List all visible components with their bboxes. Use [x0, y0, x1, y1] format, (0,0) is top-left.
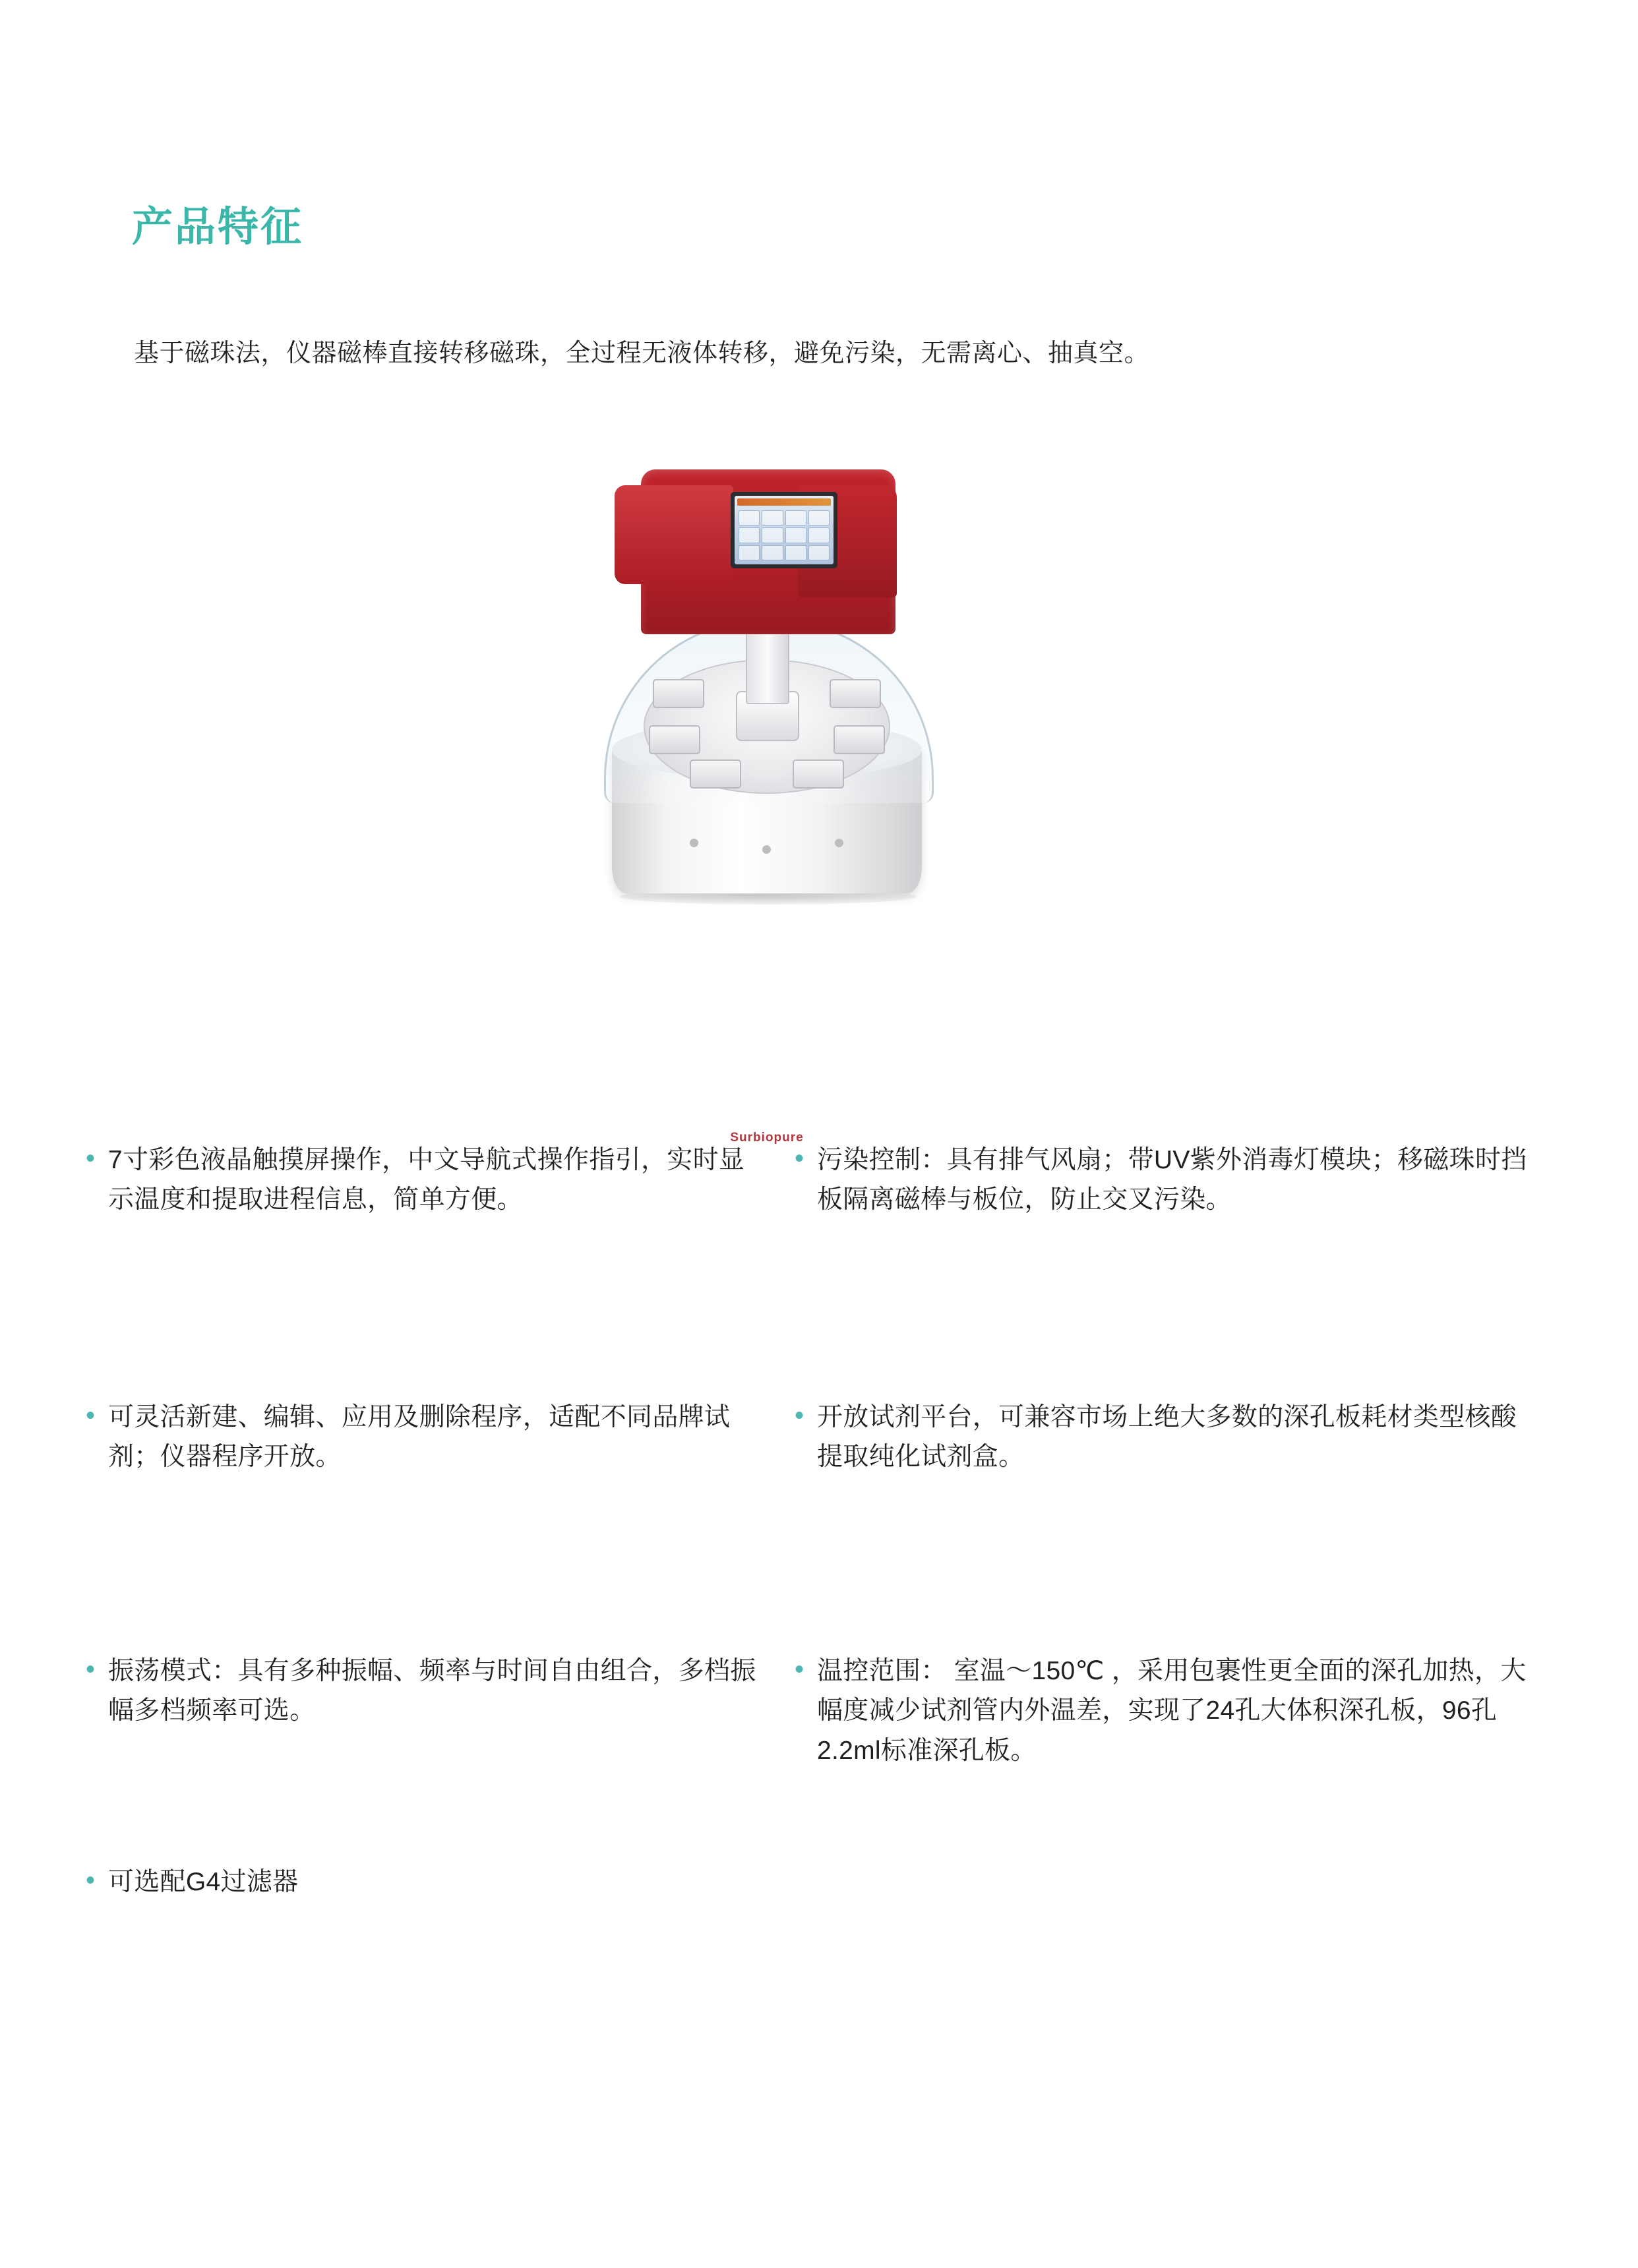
feature-row [86, 1141, 1563, 1398]
feature-item-4 [795, 1398, 1536, 1652]
screen-button [785, 545, 806, 560]
feature-text: 振荡模式：具有多种振幅、频率与时间自由组合，多档振幅多档频率可选。 [108, 1657, 756, 1725]
deep-well-plate-tray [830, 679, 881, 708]
feature-list [86, 1141, 1563, 1902]
feature-text: 开放试剂平台，可兼容市场上绝大多数的深孔板耗材类型核酸提取纯化试剂盒。 [817, 1403, 1517, 1472]
feature-text: 可灵活新建、编辑、应用及删除程序，适配不同品牌试剂；仪器程序开放。 [108, 1403, 731, 1472]
left-lid-panel [615, 485, 733, 584]
vent-hole-icon [835, 839, 843, 847]
screen-button [808, 545, 830, 560]
page-title: 产品特征 [132, 204, 304, 250]
feature-text: 可选配G4过滤器 [108, 1868, 299, 1896]
screen-title-bar [737, 498, 831, 506]
bullet-icon: • [86, 1401, 96, 1430]
deep-well-plate-tray [653, 679, 704, 708]
screen-button [785, 510, 806, 525]
feature-item-3 [86, 1398, 795, 1652]
vent-hole-icon [762, 845, 771, 854]
intro-paragraph: 基于磁珠法，仪器磁棒直接转移磁珠，全过程无液体转移，避免污染，无需离心、抽真空。 [134, 340, 1150, 367]
bullet-icon: • [795, 1401, 804, 1430]
feature-row [86, 1652, 1563, 1863]
feature-row [86, 1398, 1563, 1652]
screen-button [785, 527, 806, 543]
vent-hole-icon [690, 839, 698, 847]
nucleic-acid-extractor-illustration [580, 462, 989, 1145]
screen-button [808, 510, 830, 525]
screen-button [739, 545, 760, 560]
feature-item-6 [795, 1652, 1536, 1863]
brand-label: Surbiopure [730, 1131, 804, 1145]
product-image [580, 462, 989, 1145]
deep-well-plate-tray [834, 725, 885, 754]
bullet-icon: • [86, 1866, 96, 1895]
feature-item-5 [86, 1652, 795, 1863]
screen-button [739, 510, 760, 525]
deep-well-plate-tray [793, 760, 844, 789]
feature-text: 温控范围： 室温～150℃ ，采用包裹性更全面的深孔加热，大幅度减少试剂管内外温差，实现了24孔大体积深孔板，96孔2.2ml标准深孔板。 [817, 1657, 1527, 1765]
touchscreen-display [735, 496, 834, 564]
screen-button [739, 527, 760, 543]
bullet-icon: • [795, 1144, 804, 1173]
screen-button [808, 527, 830, 543]
screen-button-grid [739, 510, 830, 560]
feature-item-1 [86, 1141, 795, 1398]
touchscreen-bezel [731, 492, 837, 568]
screen-button [762, 527, 783, 543]
feature-text: 7寸彩色液晶触摸屏操作，中文导航式操作指引，实时显示温度和提取进程信息，简单方便。 [108, 1146, 745, 1214]
feature-item-2 [795, 1141, 1536, 1398]
screen-button [762, 545, 783, 560]
bullet-icon: • [86, 1144, 96, 1173]
deep-well-plate-tray [649, 725, 700, 754]
feature-item-empty [795, 1863, 1536, 1902]
bullet-icon: • [86, 1655, 96, 1684]
feature-item-7 [86, 1863, 795, 1902]
bullet-icon: • [795, 1655, 804, 1684]
feature-row [86, 1863, 1563, 1902]
screen-button [762, 510, 783, 525]
deep-well-plate-tray [690, 760, 741, 789]
feature-text: 污染控制：具有排气风扇；带UV紫外消毒灯模块；移磁珠时挡板隔离磁棒与板位，防止交叉污染。 [817, 1146, 1527, 1214]
